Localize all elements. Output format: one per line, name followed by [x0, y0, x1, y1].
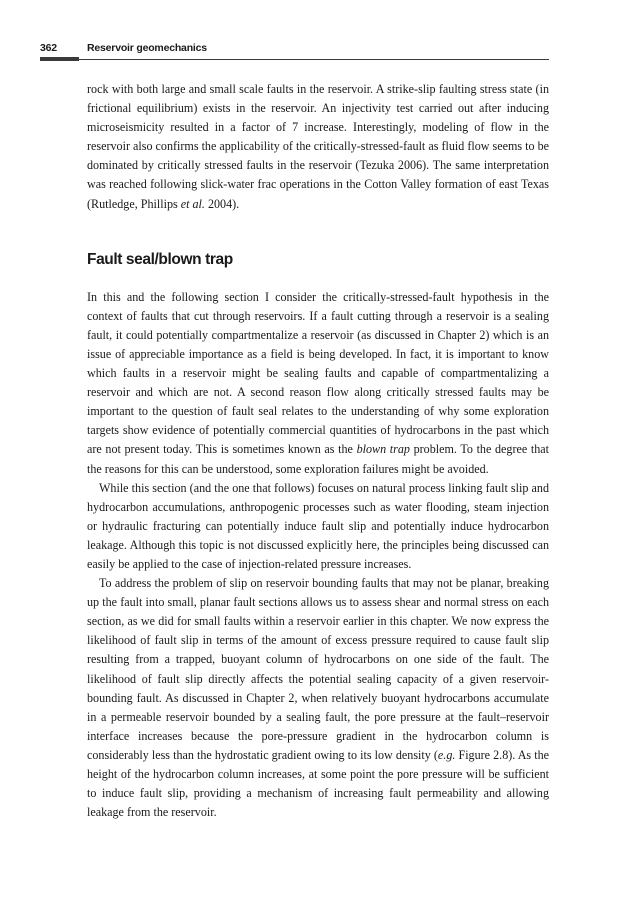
intro-paragraph: rock with both large and small scale faults in the reservoir. A strike-slip faulting stress state (in frictional equilibrium) exists in the reservoir. An injectivity test carried out after inducing microseismicity resulted in a factor of 7 increase. Interestingly, modeling of flow in the reservoir also confirms the applicability of the critically-stressed-fault as fluid flow seems to be dominated by critically stressed faults in the reservoir (Tezuka 2006). The same interpretation was reached following slick-water frac operations in the Cotton Valley formation of east Texas (Rutledge, Phillips et al. 2004). [87, 82, 549, 211]
page-body [87, 80, 549, 822]
page-header [40, 42, 549, 68]
header-rule-thick [40, 57, 79, 61]
section-paragraph-1: In this and the following section I consider the critically-stressed-fault hypothesis in the context of faults that cut through reservoirs. If a fault cutting through a reservoir is a sealing fault, it could potentially compartmentalize a reservoir (as discussed in Chapter 2) which is an issue of appreciable importance as a field is being developed. In fact, it is important to know which faults in a reservoir might be sealing faults and capable of compartmentalizing a reservoir and which are not. A second reason flow along critically stressed faults may be important to the question of fault seal relates to the understanding of why some exploration targets show evidence of potentially commercial quantities of hydrocarbons in the past which are not present today. This is sometimes known as the blown trap problem. To the degree that the reasons for this can be understood, some exploration failures might be avoided. [87, 289, 549, 476]
section-paragraph-3: To address the problem of slip on reservoir bounding faults that may not be planar, breaking up the fault into small, planar fault sections allows us to assess shear and normal stress on each section, as we did for small faults within a reservoir earlier in this chapter. We now express the likelihood of fault slip in terms of the amount of excess pressure required to cause fault slip resulting from a trapped, buoyant column of hydrocarbons on one side of the fault. The likelihood of fault slip directly affects the potential sealing capacity of a given reservoir-bounding fault. As discussed in Chapter 2, when relatively buoyant hydrocarbons accumulate in a permeable reservoir bounded by a sealing fault, the pore pressure at the fault–reservoir interface increases because the pore-pressure gradient in the hydrocarbon column is considerably less than the hydrostatic gradient owing to its low density (e.g. Figure 2.8). As the height of the hydrocarbon column increases, at some point the pore pressure will be sufficient to induce fault slip, providing a mechanism of increasing fault permeability and allowing leakage from the reservoir. [87, 576, 549, 820]
section-heading: Fault seal/blown trap [87, 250, 233, 268]
page-number: 362 [40, 42, 57, 54]
running-title: Reservoir geomechanics [87, 42, 207, 54]
section-paragraph-2: While this section (and the one that follows) focuses on natural process linking fault slip and hydrocarbon accumulations, anthropogenic processes such as water flooding, steam injection or hydraulic fracturing can potentially induce fault slip and potentially induce hydrocarbon leakage. Although this topic is not discussed explicitly here, the principles being discussed can easily be applied to the case of injection-related pressure increases. [87, 480, 549, 571]
header-rule-thin [79, 59, 549, 60]
